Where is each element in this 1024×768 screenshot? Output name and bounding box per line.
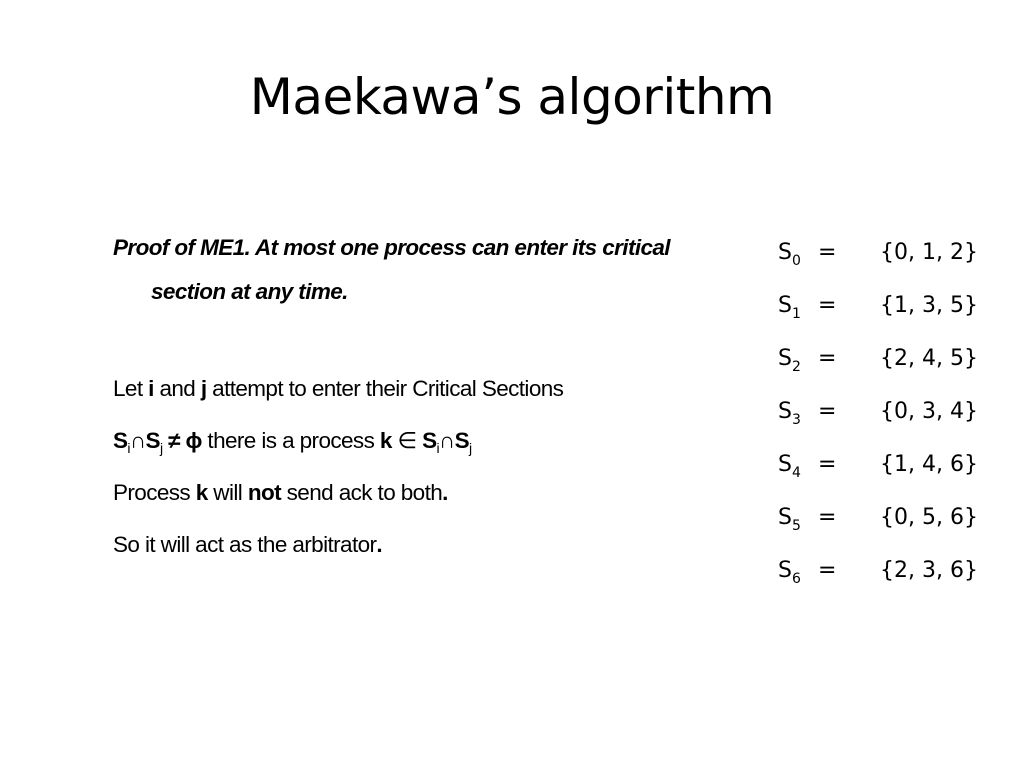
set-row-2	[778, 332, 978, 385]
set-subscript: 3	[791, 412, 801, 428]
let-var-i: i	[148, 376, 154, 401]
subscript-i-2: i	[436, 440, 440, 456]
set-name	[778, 279, 818, 332]
set-subscript: 5	[791, 518, 801, 534]
equals-sign: =	[818, 293, 837, 318]
set-symbol-sj: S	[145, 428, 160, 453]
set-letter: S	[778, 240, 792, 265]
arbitrator-period: .	[376, 532, 383, 557]
set-subscript: 2	[791, 359, 801, 375]
set-row-4	[778, 438, 978, 491]
equals-sign: =	[818, 558, 837, 583]
process-period: .	[442, 480, 448, 505]
subscript-j-2: j	[469, 440, 472, 456]
subscript-j: j	[159, 440, 163, 456]
set-name	[778, 544, 818, 597]
not-equal-symbol: ≠	[162, 428, 186, 453]
empty-set-symbol: ϕ	[185, 428, 202, 453]
arbitrator-paragraph	[113, 528, 703, 562]
set-letter: S	[778, 558, 792, 583]
equals-sign: =	[818, 346, 837, 371]
set-row-1	[778, 279, 978, 332]
equals-sign: =	[818, 240, 837, 265]
element-of-symbol: ∈	[391, 428, 423, 453]
set-row-5	[778, 491, 978, 544]
process-var-k: k	[379, 428, 392, 453]
intersection-symbol-2: ∩	[439, 428, 455, 453]
slide-title: Maekawa’s algorithm	[249, 68, 775, 126]
set-row-6	[778, 544, 978, 597]
set-name	[778, 491, 818, 544]
set-symbol-sj-2: S	[454, 428, 470, 453]
let-text-3: attempt to enter their Critical Sections	[206, 376, 564, 401]
process-text-2: will	[207, 480, 248, 505]
set-name	[778, 226, 818, 279]
set-letter: S	[778, 452, 792, 477]
process-text-1: Process	[113, 480, 196, 505]
set-subscript: 4	[791, 465, 801, 481]
let-var-j: j	[200, 376, 207, 401]
set-value: {0, 3, 4}	[880, 399, 978, 424]
set-value: {2, 4, 5}	[880, 346, 978, 371]
set-subscript: 0	[791, 253, 801, 269]
set-symbol-si-2: S	[422, 428, 437, 453]
arbitrator-text: So it will act as the arbitrator	[113, 532, 377, 557]
set-letter: S	[778, 505, 792, 530]
set-subscript: 6	[791, 571, 801, 587]
equals-sign: =	[818, 505, 837, 530]
set-row-0	[778, 226, 978, 279]
set-subscript: 1	[791, 306, 801, 322]
set-value: {1, 3, 5}	[880, 293, 978, 318]
set-value: {1, 4, 6}	[880, 452, 978, 477]
process-var-k-2: k	[195, 480, 208, 505]
let-text-2: and	[153, 376, 201, 401]
process-text-3: send ack to both	[281, 480, 443, 505]
process-paragraph	[113, 476, 703, 510]
set-name	[778, 385, 818, 438]
equals-sign: =	[818, 399, 837, 424]
intersection-symbol: ∩	[129, 428, 146, 453]
let-text-1: Let	[113, 376, 149, 401]
set-letter: S	[778, 399, 792, 424]
set-letter: S	[778, 346, 792, 371]
set-letter: S	[778, 293, 792, 318]
set-symbol-si: S	[113, 428, 128, 453]
set-row-3	[778, 385, 978, 438]
set-name	[778, 332, 818, 385]
quorum-sets	[778, 226, 978, 597]
intersection-text: there is a process	[201, 428, 380, 453]
set-name	[778, 438, 818, 491]
set-value: {0, 5, 6}	[880, 505, 978, 530]
subscript-i: i	[127, 440, 130, 456]
process-not: not	[247, 480, 281, 505]
set-value: {2, 3, 6}	[880, 558, 978, 583]
body-text	[113, 226, 703, 562]
set-value: {0, 1, 2}	[880, 240, 978, 265]
let-paragraph	[113, 372, 703, 406]
intersection-paragraph	[113, 424, 703, 458]
proof-statement: Proof of ME1. At most one process can enter its critical section at any time.	[113, 235, 670, 304]
equals-sign: =	[818, 452, 837, 477]
